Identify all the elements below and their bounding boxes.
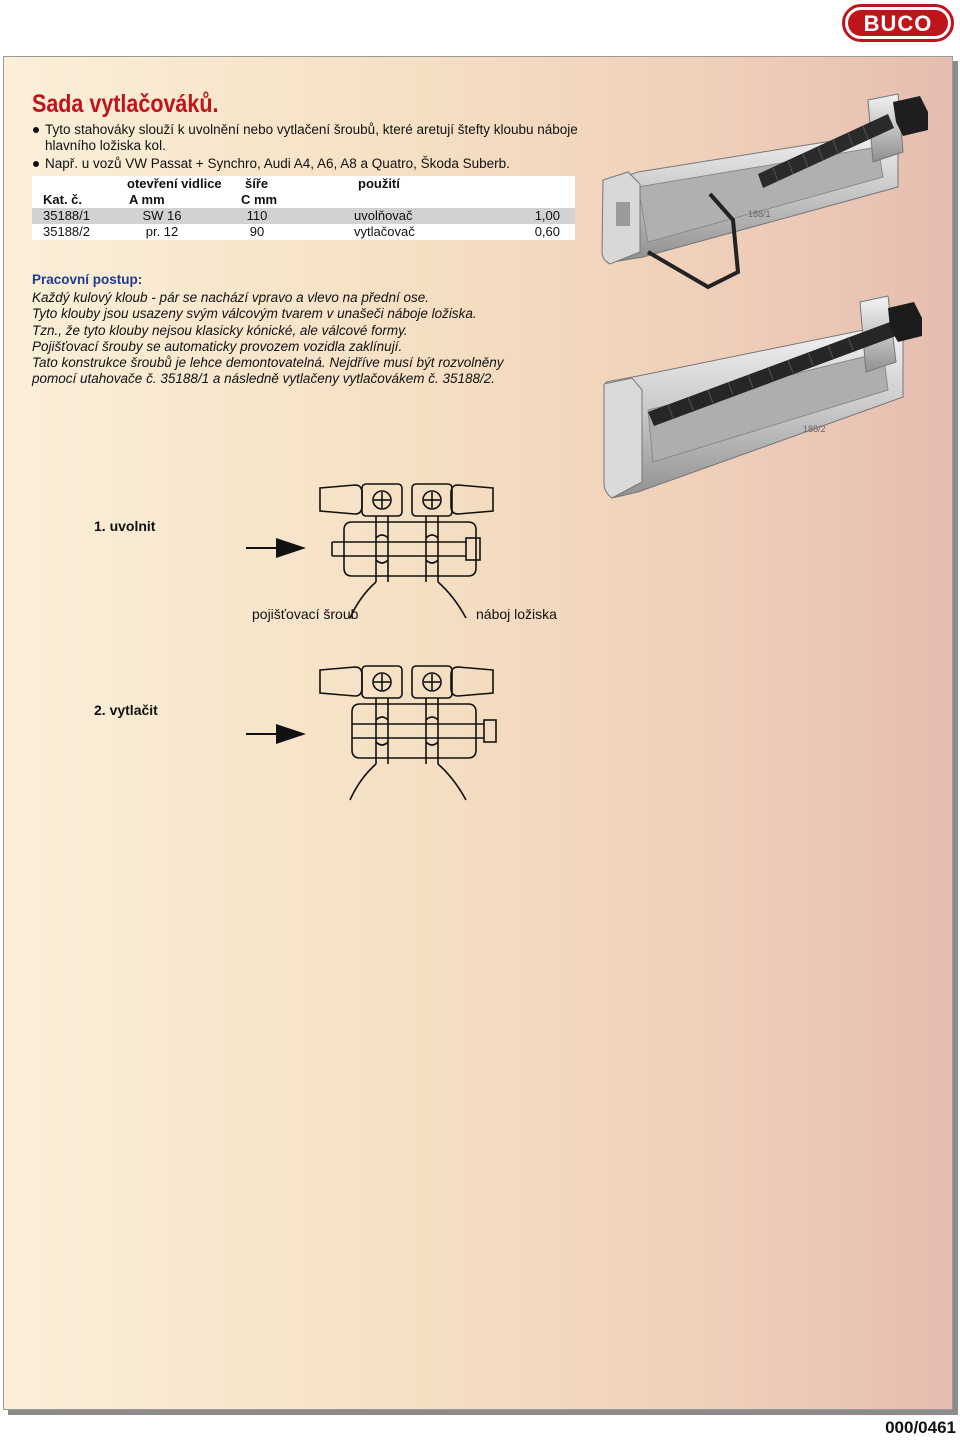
cell-c: 110 <box>246 208 268 223</box>
bullet-item: Tyto stahováky slouží k uvolnění nebo vytlačení šroubů, které aretují štefty kloubu náboje hlavního ložiska kol. <box>32 122 592 154</box>
procedure-line: Každý kulový kloub - pár se nachází vpravo a vlevo na přední ose. <box>32 290 429 306</box>
header-a-mm: A mm <box>129 192 165 207</box>
buco-logo <box>842 4 954 42</box>
cell-a: pr. 12 <box>145 224 179 239</box>
header-opening: otevření vidlice <box>127 176 222 191</box>
cell-a: SW 16 <box>142 208 182 223</box>
table-header <box>32 176 575 208</box>
procedure-line: Pojišťovací šrouby se automaticky provozem vozidla zaklínují. <box>32 338 403 354</box>
bullet-item: Např. u vozů VW Passat + Synchro, Audi A4, A6, A8 a Quatro, Škoda Suberb. <box>32 156 592 172</box>
procedure-line: Tyto klouby jsou usazeny svým válcovým tvarem v unašeči náboje ložiska. <box>32 306 477 322</box>
table-row <box>32 224 575 240</box>
bolt-label: pojišťovací šroub <box>252 606 359 622</box>
header-use: použití <box>358 176 400 191</box>
step-2-label: 2. vytlačit <box>94 702 158 718</box>
tool-photo-pusher <box>598 292 938 508</box>
procedure-heading: Pracovní postup: <box>32 272 143 287</box>
svg-text:BUCO: BUCO <box>863 11 933 36</box>
page-title: Sada vytlačováků. <box>32 90 219 118</box>
procedure-diagram <box>240 478 510 883</box>
product-table <box>32 176 575 240</box>
cell-use: uvolňovač <box>354 208 413 223</box>
cell-c: 90 <box>249 224 265 239</box>
cell-kat: 35188/2 <box>43 224 90 239</box>
cell-kat: 35188/1 <box>43 208 90 223</box>
page-number: 000/0461 <box>885 1418 956 1437</box>
header-c-mm: C mm <box>241 192 278 207</box>
cell-price: 1,00 <box>534 208 560 223</box>
header-width: šíře <box>245 176 269 191</box>
step-1-label: 1. uvolnit <box>94 518 156 534</box>
hub-label: náboj ložiska <box>476 606 557 622</box>
diagram-step-1 <box>246 484 493 618</box>
procedure-line: pomocí utahovače č. 35188/1 a následně vytlačeny vytlačovákem č. 35188/2. <box>32 371 496 387</box>
table-row <box>32 208 575 224</box>
diagram-step-2 <box>246 666 496 800</box>
tool-photo-loosener <box>598 92 938 302</box>
procedure-line: Tzn., že tyto klouby nejsou klasicky kónické, ale válcové formy. <box>32 322 408 338</box>
cell-price: 0,60 <box>534 224 560 239</box>
procedure-line: Tato konstrukce šroubů je lehce demontovatelná. Nejdříve musí být rozvolněny <box>32 355 504 371</box>
svg-text:188/2: 188/2 <box>803 424 826 434</box>
header-kat: Kat. č. <box>43 192 83 207</box>
cell-use: vytlačovač <box>354 224 415 239</box>
intro-bullets <box>32 122 592 172</box>
work-procedure <box>32 272 592 387</box>
svg-text:188/1: 188/1 <box>748 209 771 219</box>
